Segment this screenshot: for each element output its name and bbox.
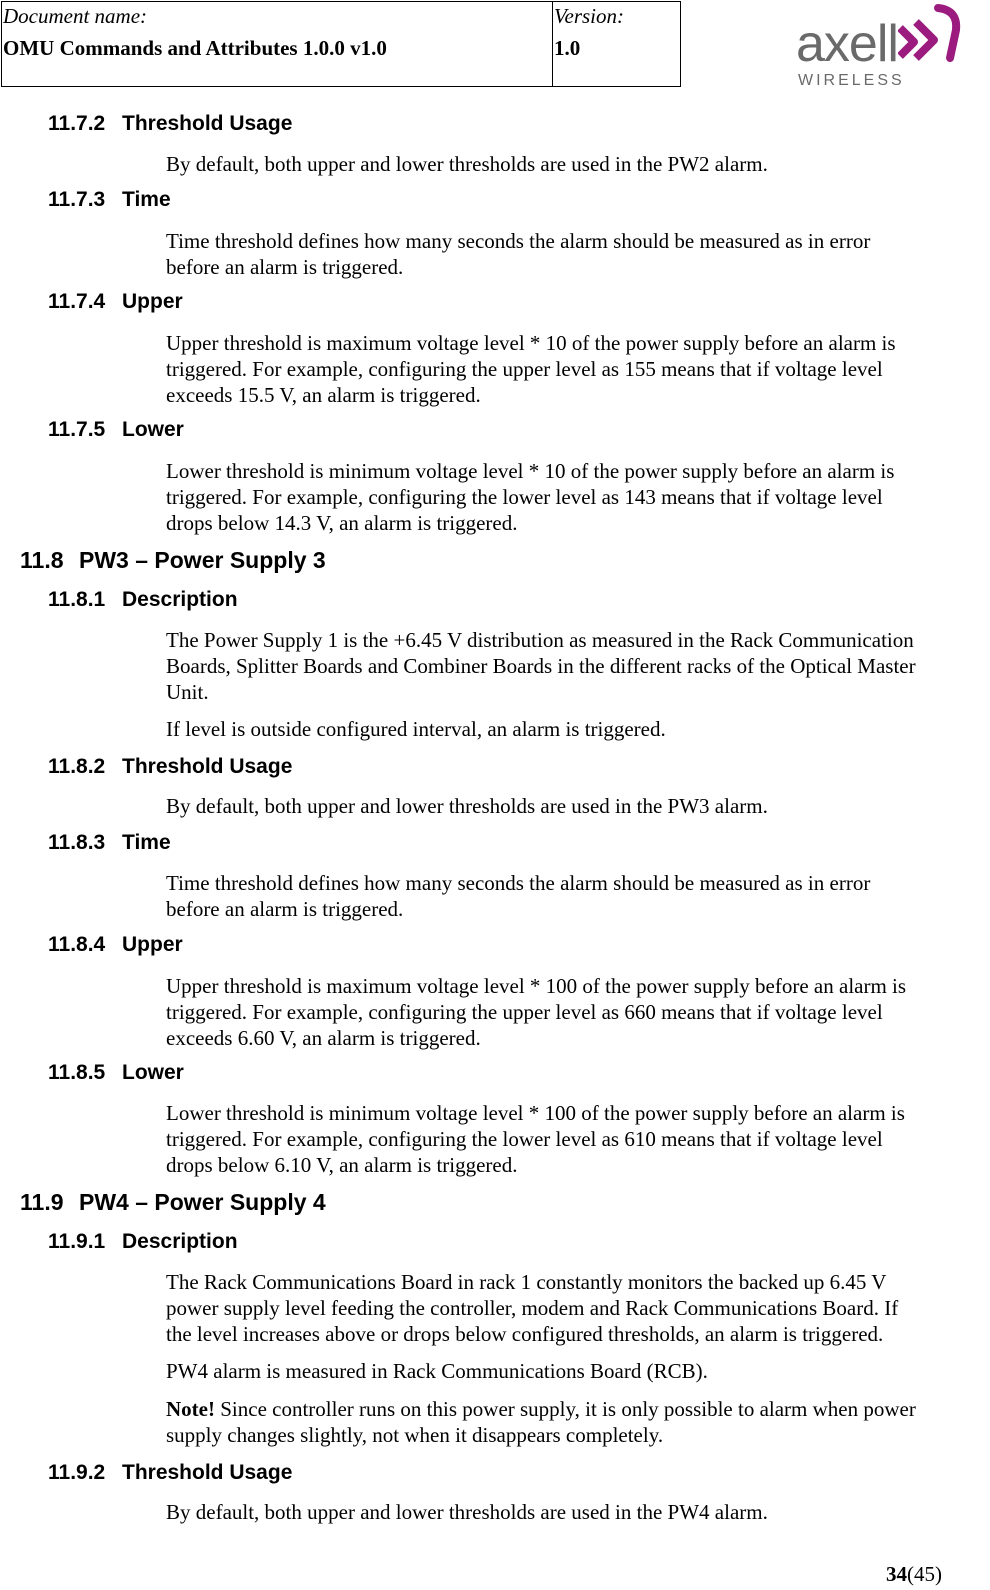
version-value: 1.0: [554, 36, 581, 60]
paragraph: The Power Supply 1 is the +6.45 V distribution as measured in the Rack Communication Boards, Splitter Boards and Combiner Boards in the different racks of the Optical Master Unit.: [166, 628, 916, 704]
page-number: 34(45): [886, 1562, 942, 1586]
heading-11-7-5: 11.7.5 Lower: [48, 418, 184, 441]
heading-11-8: 11.8 PW3 – Power Supply 3: [20, 547, 326, 573]
logo-subtitle: WIRELESS: [798, 72, 905, 89]
paragraph: Lower threshold is minimum voltage level * 100 of the power supply before an alarm is triggered. For example, configuring the lower level as 610 means that if voltage level drops below 6.10 V, an alarm is triggered.: [166, 1101, 905, 1177]
axell-wireless-logo: [790, 0, 980, 95]
heading-11-9: 11.9 PW4 – Power Supply 4: [20, 1189, 326, 1215]
heading-11-9-1: 11.9.1 Description: [48, 1230, 238, 1253]
note-label: Note!: [166, 1397, 215, 1421]
heading-11-8-1: 11.8.1 Description: [48, 588, 238, 611]
paragraph: By default, both upper and lower thresholds are used in the PW4 alarm.: [166, 1500, 768, 1524]
doc-name-cell: [2, 2, 553, 86]
paragraph: Upper threshold is maximum voltage level * 100 of the power supply before an alarm is triggered. For example, configuring the upper level as 660 means that if voltage level exceeds 6.60 V, an alarm is triggered.: [166, 974, 907, 1050]
document-header: [1, 1, 681, 87]
doc-name-value: OMU Commands and Attributes 1.0.0 v1.0: [3, 36, 387, 60]
paragraph: The Rack Communications Board in rack 1 constantly monitors the backed up 6.45 V power supply level feeding the controller, modem and Rack Communications Board. If the level increases above or drops below configured thresholds, an alarm is triggered.: [166, 1270, 899, 1346]
paragraph: PW4 alarm is measured in Rack Communications Board (RCB).: [166, 1359, 708, 1383]
paragraph: By default, both upper and lower thresholds are used in the PW2 alarm.: [166, 152, 768, 176]
paragraph: Time threshold defines how many seconds the alarm should be measured as in error before an alarm is triggered.: [166, 229, 871, 279]
heading-11-7-4: 11.7.4 Upper: [48, 290, 183, 313]
paragraph: If level is outside configured interval, an alarm is triggered.: [166, 717, 666, 741]
heading-11-7-2: 11.7.2 Threshold Usage: [48, 112, 293, 135]
logo-wordmark: axell: [796, 15, 898, 73]
note-paragraph: Note! Since controller runs on this power supply, it is only possible to alarm when power supply changes slightly, not when it disappears completely.: [166, 1397, 916, 1447]
heading-11-8-4: 11.8.4 Upper: [48, 933, 183, 956]
version-label: Version:: [554, 4, 624, 28]
heading-11-9-2: 11.9.2 Threshold Usage: [48, 1461, 293, 1484]
heading-11-8-2: 11.8.2 Threshold Usage: [48, 755, 293, 778]
paragraph: By default, both upper and lower thresholds are used in the PW3 alarm.: [166, 794, 768, 818]
heading-11-8-3: 11.8.3 Time: [48, 831, 171, 854]
heading-11-7-3: 11.7.3 Time: [48, 188, 171, 211]
paragraph: Upper threshold is maximum voltage level * 10 of the power supply before an alarm is triggered. For example, configuring the upper level as 155 means that if voltage level exceeds 15.5 V, an alarm is triggered.: [166, 331, 896, 407]
paragraph: Time threshold defines how many seconds the alarm should be measured as in error before an alarm is triggered.: [166, 871, 871, 921]
paragraph: Lower threshold is minimum voltage level * 10 of the power supply before an alarm is triggered. For example, configuring the lower level as 143 means that if voltage level drops below 14.3 V, an alarm is triggered.: [166, 459, 895, 535]
doc-name-label: Document name:: [3, 4, 148, 28]
version-cell: [553, 2, 680, 86]
logo-chevrons-icon: [898, 0, 968, 70]
heading-11-8-5: 11.8.5 Lower: [48, 1061, 184, 1084]
